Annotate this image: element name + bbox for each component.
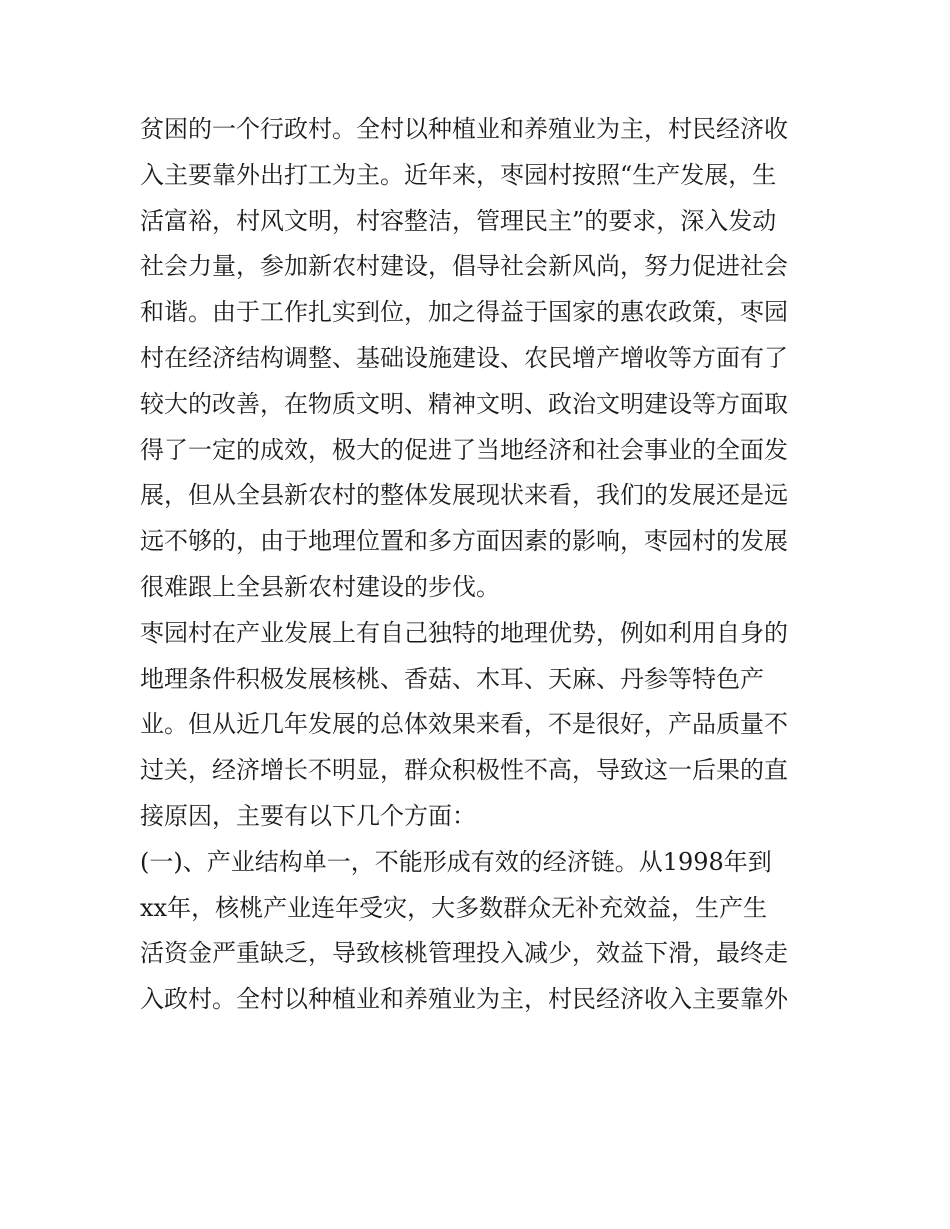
text-line: 入政村。全村以种植业和养殖业为主，村民经济收入主要靠外 <box>140 985 788 1014</box>
text-line: xx年，核桃产业连年受灾，大多数群众无补充效益，生产生 <box>140 893 768 922</box>
document-body <box>140 107 820 1023</box>
text-line: 接原因，主要有以下几个方面： <box>140 801 476 830</box>
text-line: 村在经济结构调整、基础设施建设、农民增产增收等方面有了 <box>140 343 788 372</box>
text-line: 社会力量，参加新农村建设，倡导社会新风尚，努力促进社会 <box>140 252 788 281</box>
text-line: 地理条件积极发展核桃、香菇、木耳、天麻、丹参等特色产 <box>140 664 764 693</box>
text-line: 入主要靠外出打工为主。近年来，枣园村按照“生产发展，生 <box>140 160 777 189</box>
text-line: 过关，经济增长不明显，群众积极性不高，导致这一后果的直 <box>140 756 788 785</box>
text-line: 业。但从近几年发展的总体效果来看，不是很好，产品质量不 <box>140 710 788 739</box>
text-line: 远不够的，由于地理位置和多方面因素的影响，枣园村的发展 <box>140 527 788 556</box>
text-line: (一)、产业结构单一，不能形成有效的经济链。从1998年到 <box>140 847 772 876</box>
text-line: 枣园村在产业发展上有自己独特的地理优势，例如利用自身的 <box>140 618 788 647</box>
text-line: 得了一定的成效，极大的促进了当地经济和社会事业的全面发 <box>140 435 788 464</box>
text-line: 展，但从全县新农村的整体发展现状来看，我们的发展还是远 <box>140 481 788 510</box>
text-line: 很难跟上全县新农村建设的步伐。 <box>140 572 500 601</box>
text-line: 和谐。由于工作扎实到位，加之得益于国家的惠农政策，枣园 <box>140 298 788 327</box>
text-line: 活富裕，村风文明，村容整洁，管理民主”的要求，深入发动 <box>140 206 777 235</box>
text-line: 贫困的一个行政村。全村以种植业和养殖业为主，村民经济收 <box>140 115 788 143</box>
text-line: 较大的改善，在物质文明、精神文明、政治文明建设等方面取 <box>140 389 788 418</box>
text-line: 活资金严重缺乏，导致核桃管理投入减少，效益下滑，最终走 <box>140 939 788 968</box>
